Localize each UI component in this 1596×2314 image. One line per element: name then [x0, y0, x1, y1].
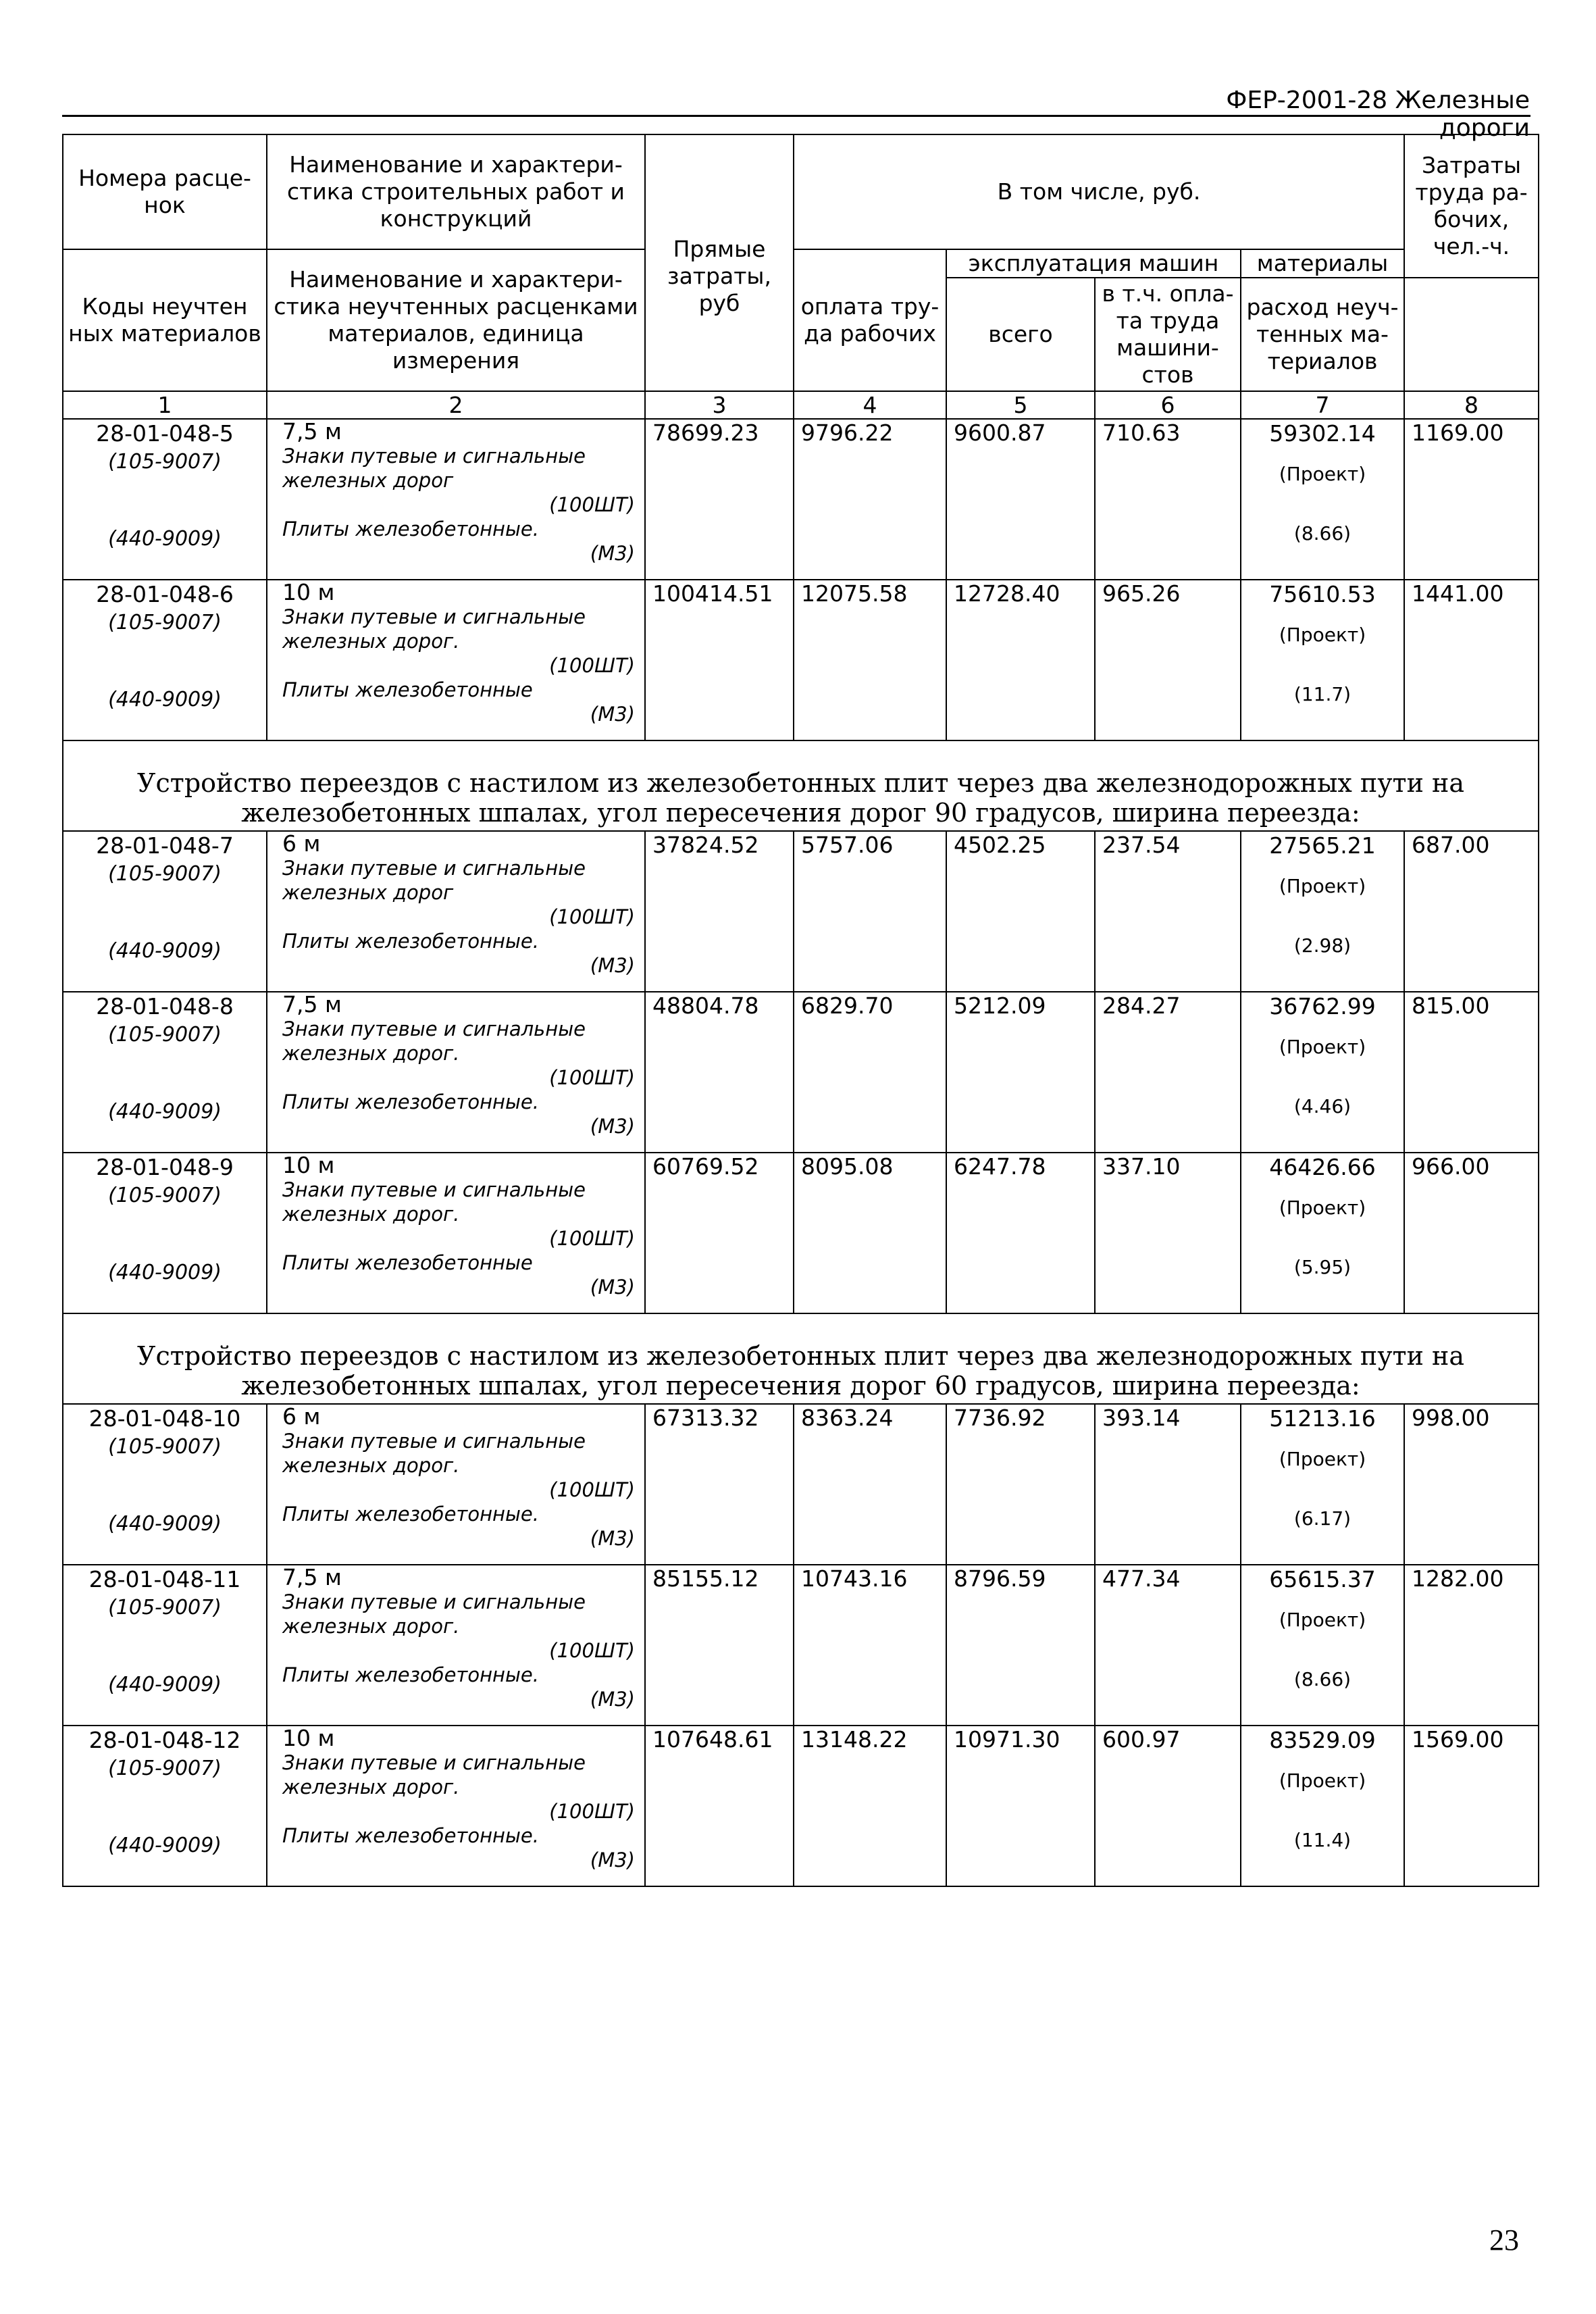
labor-wage: 6829.70: [794, 992, 946, 1153]
material-code-1: (105-9007): [108, 450, 222, 474]
materials-quantity: (8.66): [1293, 522, 1352, 545]
head-labor-blank: [1404, 278, 1539, 391]
material-code-1: (105-9007): [108, 1184, 222, 1207]
rate-name: 6 м: [282, 830, 321, 857]
material-unit-1: (100ШТ): [549, 654, 635, 677]
materials-cell: [1241, 580, 1404, 740]
material-unit-2: (М3): [590, 703, 635, 726]
material-code-1: (105-9007): [108, 1023, 222, 1047]
material-unit-1: (100ШТ): [549, 905, 635, 928]
materials-cost: 65615.37: [1269, 1566, 1376, 1592]
materials-quantity: (11.7): [1293, 683, 1352, 705]
rate-code-cell: [63, 992, 267, 1153]
machine-cost: 7736.92: [946, 1404, 1095, 1565]
material-code-1: (105-9007): [108, 1596, 222, 1619]
material-code-2: (440-9009): [108, 1834, 222, 1857]
direct-cost: 60769.52: [645, 1153, 794, 1313]
materials-quantity: (5.95): [1293, 1256, 1352, 1278]
section-heading: Устройство переездов с настилом из железобетонных плит через два железнодорожных пути на железобетонных шпалах, угол пересечения дорог 60 градусов, ширина переезда:: [63, 1313, 1539, 1404]
head-labor-wage: оплата тру-да рабочих: [794, 249, 946, 391]
material-code-1: (105-9007): [108, 611, 222, 634]
rate-desc-cell: [267, 1726, 645, 1886]
rate-row: [63, 419, 1539, 580]
material-name-2: Плиты железобетонные.: [282, 518, 539, 540]
head-materials: материалы: [1241, 249, 1404, 278]
rate-code: 28-01-048-12: [88, 1727, 241, 1753]
materials-cell: [1241, 992, 1404, 1153]
machine-cost: 9600.87: [946, 419, 1095, 580]
rate-desc-cell: [267, 580, 645, 740]
direct-cost: 37824.52: [645, 831, 794, 992]
labor-wage: 8095.08: [794, 1153, 946, 1313]
rate-code-cell: [63, 419, 267, 580]
material-code-2: (440-9009): [108, 1512, 222, 1536]
material-unit-1: (100ШТ): [549, 493, 635, 516]
machine-cost: 6247.78: [946, 1153, 1095, 1313]
material-code-2: (440-9009): [108, 939, 222, 963]
rate-name: 10 м: [282, 1725, 335, 1751]
machine-cost: 10971.30: [946, 1726, 1095, 1886]
materials-cost: 46426.66: [1269, 1154, 1376, 1180]
labor-hours: 815.00: [1404, 992, 1539, 1153]
rate-code-cell: [63, 1153, 267, 1313]
col-num-8: 8: [1404, 391, 1539, 419]
col-num-5: 5: [946, 391, 1095, 419]
rate-code: 28-01-048-7: [96, 832, 234, 859]
direct-cost: 67313.32: [645, 1404, 794, 1565]
machine-wage: 393.14: [1095, 1404, 1241, 1565]
machine-wage: 477.34: [1095, 1565, 1241, 1726]
material-code-1: (105-9007): [108, 862, 222, 886]
material-unit-2: (М3): [590, 954, 635, 977]
material-unit-2: (М3): [590, 1848, 635, 1871]
material-unit-1: (100ШТ): [549, 1639, 635, 1662]
machine-cost: 8796.59: [946, 1565, 1095, 1726]
materials-cost: 36762.99: [1269, 993, 1376, 1020]
labor-hours: 1169.00: [1404, 419, 1539, 580]
material-name-2: Плиты железобетонные.: [282, 1503, 539, 1526]
labor-hours: 966.00: [1404, 1153, 1539, 1313]
materials-cell: [1241, 1153, 1404, 1313]
direct-cost: 100414.51: [645, 580, 794, 740]
rate-code-cell: [63, 580, 267, 740]
rate-code-cell: [63, 1726, 267, 1886]
rate-desc-cell: [267, 1404, 645, 1565]
material-code-1: (105-9007): [108, 1757, 222, 1780]
direct-cost: 78699.23: [645, 419, 794, 580]
machine-wage: 237.54: [1095, 831, 1241, 992]
machine-cost: 4502.25: [946, 831, 1095, 992]
col-num-4: 4: [794, 391, 946, 419]
material-name-2: Плиты железобетонные: [282, 1251, 533, 1274]
rate-desc-cell: [267, 419, 645, 580]
labor-hours: 1441.00: [1404, 580, 1539, 740]
material-name-1: Знаки путевые и сигнальные железных дорог.: [282, 1017, 586, 1065]
materials-project: (Проект): [1279, 1769, 1366, 1792]
rate-row: [63, 1404, 1539, 1565]
rate-code-cell: [63, 831, 267, 992]
material-name-1: Знаки путевые и сигнальные железных дорог.: [282, 605, 586, 653]
rate-row: [63, 831, 1539, 992]
rate-desc-cell: [267, 1565, 645, 1726]
running-header: ФЕР-2001-28 Железные дороги: [1226, 86, 1530, 142]
direct-cost: 107648.61: [645, 1726, 794, 1886]
head-direct: Прямые затраты, руб: [645, 134, 794, 391]
materials-project: (Проект): [1279, 1609, 1366, 1631]
machine-cost: 12728.40: [946, 580, 1095, 740]
head-machines: эксплуатация машин: [946, 249, 1241, 278]
machine-wage: 600.97: [1095, 1726, 1241, 1886]
materials-quantity: (8.66): [1293, 1668, 1352, 1690]
material-name-1: Знаки путевые и сигнальные железных дорог.: [282, 1751, 586, 1799]
materials-cost: 27565.21: [1269, 832, 1376, 859]
header-rule: [62, 115, 1530, 117]
rate-code: 28-01-048-6: [96, 581, 234, 607]
materials-cell: [1241, 1404, 1404, 1565]
materials-quantity: (11.4): [1293, 1829, 1352, 1851]
materials-cost: 75610.53: [1269, 581, 1376, 607]
rate-row: [63, 580, 1539, 740]
materials-quantity: (6.17): [1293, 1507, 1352, 1530]
rate-code-cell: [63, 1565, 267, 1726]
page-number: 23: [1489, 2223, 1519, 2257]
material-unit-1: (100ШТ): [549, 1478, 635, 1501]
material-unit-1: (100ШТ): [549, 1066, 635, 1089]
materials-quantity: (4.46): [1293, 1095, 1352, 1117]
materials-cell: [1241, 1565, 1404, 1726]
materials-cost: 59302.14: [1269, 420, 1376, 447]
head-name-bottom: Наименование и характери-стика неучтенных расценками материалов, единица измерения: [267, 249, 645, 391]
rate-name: 10 м: [282, 579, 335, 605]
material-name-1: Знаки путевые и сигнальные железных дорог: [282, 445, 586, 492]
rate-code: 28-01-048-9: [96, 1154, 234, 1180]
labor-hours: 998.00: [1404, 1404, 1539, 1565]
materials-project: (Проект): [1279, 1448, 1366, 1470]
direct-cost: 85155.12: [645, 1565, 794, 1726]
labor-wage: 12075.58: [794, 580, 946, 740]
materials-project: (Проект): [1279, 463, 1366, 485]
material-unit-2: (М3): [590, 1115, 635, 1138]
material-unit-2: (М3): [590, 1527, 635, 1550]
labor-wage: 9796.22: [794, 419, 946, 580]
material-unit-2: (М3): [590, 1276, 635, 1299]
head-codes-bottom: Коды неучтен ных материалов: [63, 249, 267, 391]
material-name-2: Плиты железобетонные.: [282, 1663, 539, 1686]
rate-row: [63, 1565, 1539, 1726]
machine-wage: 710.63: [1095, 419, 1241, 580]
rate-code: 28-01-048-11: [88, 1566, 241, 1592]
material-code-2: (440-9009): [108, 1100, 222, 1124]
head-name-top: Наименование и характери-стика строительных работ и конструкций: [267, 134, 645, 249]
labor-wage: 10743.16: [794, 1565, 946, 1726]
head-codes-top: Номера расце-нок: [63, 134, 267, 249]
material-name-1: Знаки путевые и сигнальные железных дорог.: [282, 1178, 586, 1226]
labor-hours: 687.00: [1404, 831, 1539, 992]
machine-wage: 284.27: [1095, 992, 1241, 1153]
machine-wage: 337.10: [1095, 1153, 1241, 1313]
material-unit-2: (М3): [590, 1688, 635, 1711]
material-name-1: Знаки путевые и сигнальные железных дорог.: [282, 1590, 586, 1638]
materials-cost: 51213.16: [1269, 1405, 1376, 1432]
labor-wage: 8363.24: [794, 1404, 946, 1565]
col-num-3: 3: [645, 391, 794, 419]
rate-row: [63, 992, 1539, 1153]
materials-cell: [1241, 1726, 1404, 1886]
material-unit-1: (100ШТ): [549, 1800, 635, 1823]
section-heading: Устройство переездов с настилом из железобетонных плит через два железнодорожных пути на железобетонных шпалах, угол пересечения дорог 90 градусов, ширина переезда:: [63, 740, 1539, 831]
rate-code: 28-01-048-5: [96, 420, 234, 447]
material-code-2: (440-9009): [108, 527, 222, 551]
materials-cost: 83529.09: [1269, 1727, 1376, 1753]
rate-row: [63, 1153, 1539, 1313]
col-num-6: 6: [1095, 391, 1241, 419]
direct-cost: 48804.78: [645, 992, 794, 1153]
head-mach-wage: в т.ч. опла-та труда машини-стов: [1095, 278, 1241, 391]
col-num-7: 7: [1241, 391, 1404, 419]
labor-hours: 1282.00: [1404, 1565, 1539, 1726]
materials-project: (Проект): [1279, 1036, 1366, 1058]
material-code-2: (440-9009): [108, 1673, 222, 1696]
materials-cell: [1241, 419, 1404, 580]
section-heading-row: [63, 740, 1539, 831]
head-mat-use: расход неуч-тенных ма-териалов: [1241, 278, 1404, 391]
rate-name: 7,5 м: [282, 991, 342, 1017]
material-name-1: Знаки путевые и сигнальные железных дорог: [282, 857, 586, 904]
materials-project: (Проект): [1279, 624, 1366, 646]
material-code-2: (440-9009): [108, 688, 222, 711]
rate-desc-cell: [267, 1153, 645, 1313]
col-num-1: 1: [63, 391, 267, 419]
rate-code: 28-01-048-10: [88, 1405, 241, 1432]
rates-table: [62, 134, 1539, 1887]
machine-wage: 965.26: [1095, 580, 1241, 740]
rate-desc-cell: [267, 831, 645, 992]
material-code-2: (440-9009): [108, 1261, 222, 1284]
section-heading-row: [63, 1313, 1539, 1404]
rate-name: 7,5 м: [282, 1564, 342, 1590]
rate-row: [63, 1726, 1539, 1886]
head-incl: В том числе, руб.: [794, 134, 1404, 249]
material-code-1: (105-9007): [108, 1435, 222, 1459]
head-labor: Затраты труда ра-бочих, чел.-ч.: [1404, 134, 1539, 278]
material-name-2: Плиты железобетонные.: [282, 1824, 539, 1847]
rate-code-cell: [63, 1404, 267, 1565]
rate-name: 7,5 м: [282, 418, 342, 445]
materials-quantity: (2.98): [1293, 934, 1352, 957]
material-name-2: Плиты железобетонные.: [282, 1090, 539, 1113]
material-unit-2: (М3): [590, 542, 635, 565]
rate-name: 10 м: [282, 1152, 335, 1178]
labor-hours: 1569.00: [1404, 1726, 1539, 1886]
machine-cost: 5212.09: [946, 992, 1095, 1153]
rate-desc-cell: [267, 992, 645, 1153]
materials-project: (Проект): [1279, 1197, 1366, 1219]
head-mach-total: всего: [946, 278, 1095, 391]
labor-wage: 5757.06: [794, 831, 946, 992]
materials-project: (Проект): [1279, 875, 1366, 897]
material-name-1: Знаки путевые и сигнальные железных дорог.: [282, 1430, 586, 1477]
material-name-2: Плиты железобетонные.: [282, 930, 539, 953]
col-num-2: 2: [267, 391, 645, 419]
labor-wage: 13148.22: [794, 1726, 946, 1886]
material-unit-1: (100ШТ): [549, 1227, 635, 1250]
material-name-2: Плиты железобетонные: [282, 678, 533, 701]
materials-cell: [1241, 831, 1404, 992]
rate-name: 6 м: [282, 1403, 321, 1430]
rate-code: 28-01-048-8: [96, 993, 234, 1020]
